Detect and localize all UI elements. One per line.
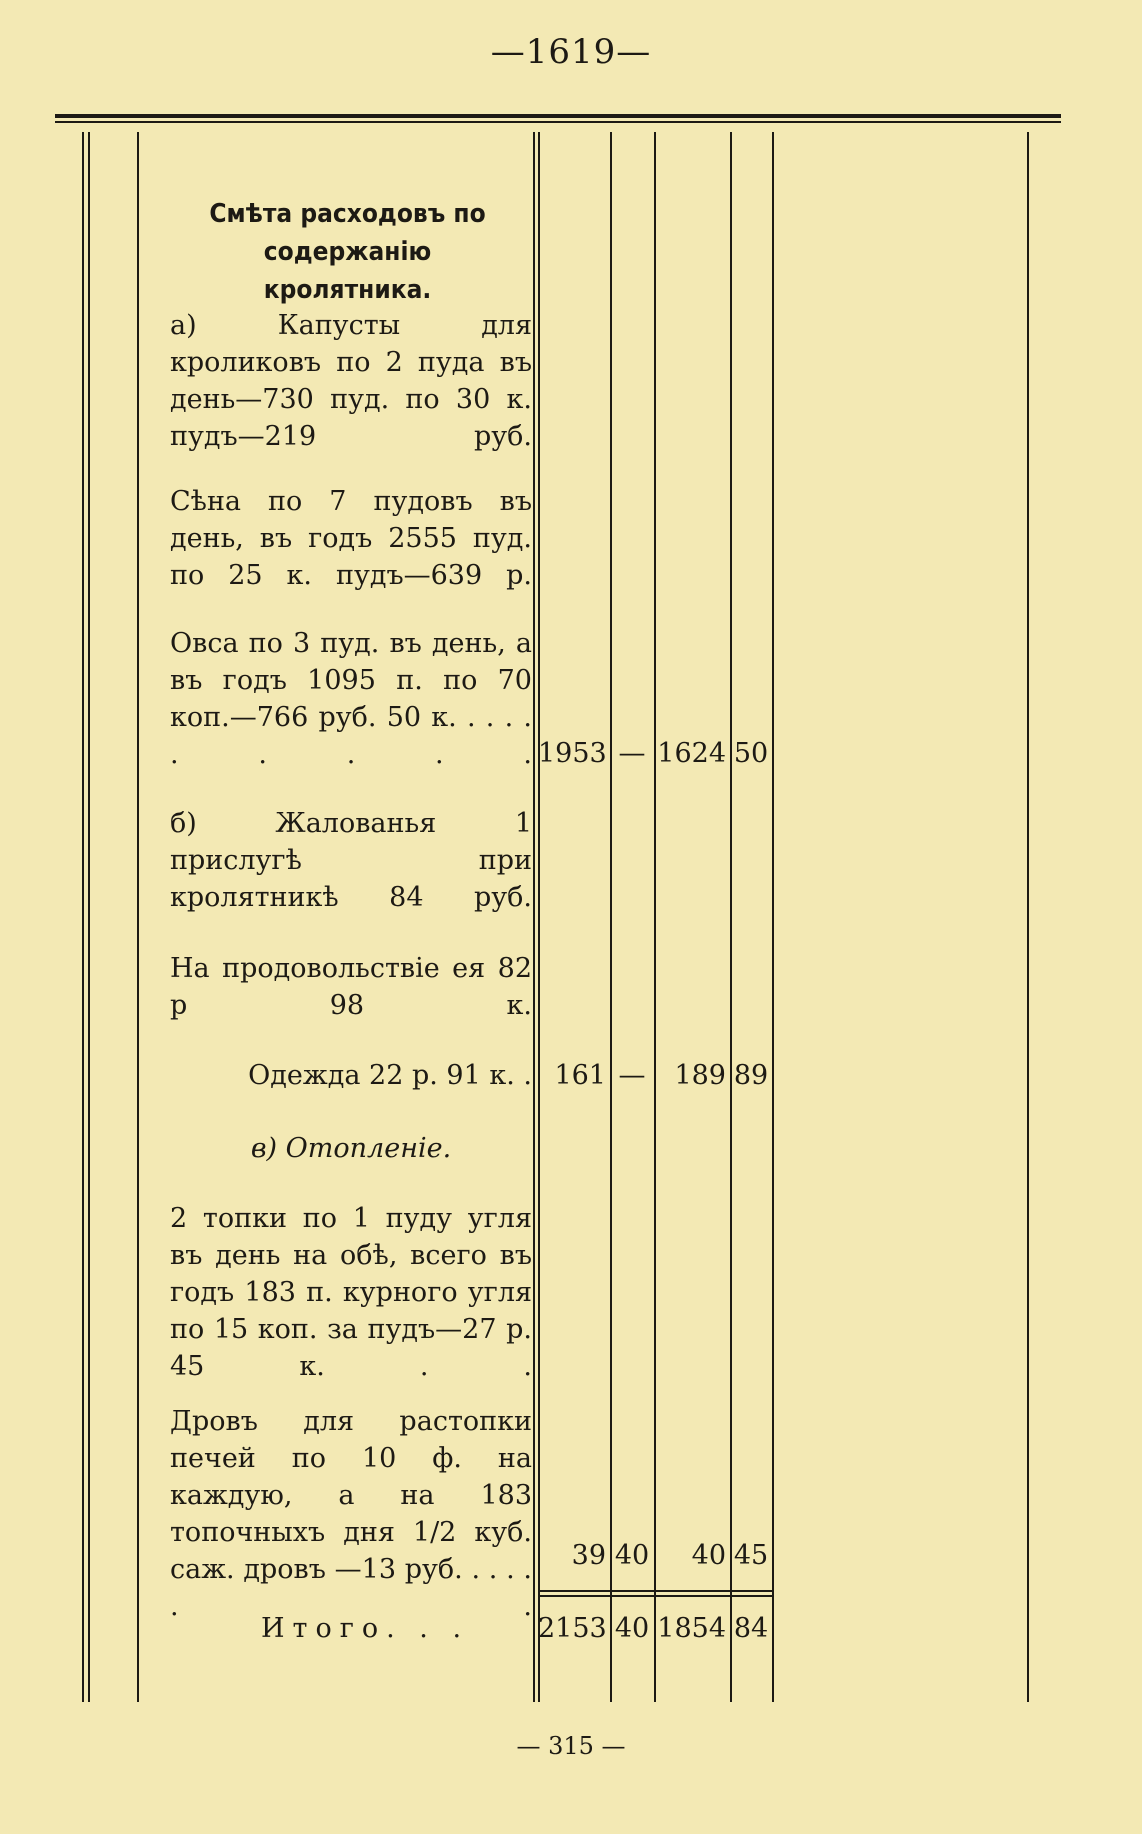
- item-cabbage: а) Капусты для кроликовъ по 2 пуда въ день—730 пуд. по 30 к. пудъ—219 руб.: [170, 310, 532, 452]
- total-rule-top: [538, 1590, 772, 1592]
- amount-v-rub2: 40: [691, 1540, 726, 1571]
- amount-v-kop1: 40: [614, 1540, 650, 1571]
- table-rule-left-inner: [88, 132, 90, 1702]
- total-label: Итого. . .: [260, 1613, 470, 1644]
- heating-heading: в) Отопленіе.: [250, 1133, 452, 1164]
- table-rule-text-right: [533, 132, 535, 1702]
- amount-b-kop2: 89: [733, 1060, 769, 1091]
- table-rule-col1: [610, 132, 612, 1702]
- total-kop2: 84: [733, 1613, 769, 1644]
- item-clothing: Одежда 22 р. 91 к. .: [248, 1060, 532, 1091]
- amount-a-rub2: 1624: [657, 738, 726, 769]
- item-wood: Дровъ для растопки печей по 10 ф. на каждую, а на 183 топочныхъ дня 1/2 куб. саж. дровъ —13 руб. . . . . . .: [170, 1406, 532, 1622]
- total-rub1: 2153: [538, 1613, 607, 1644]
- table-rule-right-outer: [1027, 132, 1029, 1702]
- item-hay: Сѣна по 7 пудовъ въ день, въ годъ 2555 пуд. по 25 к. пудъ—639 р.: [170, 486, 532, 591]
- page-number: —1619—: [490, 32, 652, 72]
- table-rule-left-outer: [82, 132, 84, 1702]
- amount-v-kop2: 45: [733, 1540, 769, 1571]
- amount-a-kop2: 50: [733, 738, 769, 769]
- table-rule-col2: [654, 132, 656, 1702]
- item-coal: 2 топки по 1 пуду угля въ день на обѣ, всего въ годъ 183 п. курного угля по 15 коп. за пудъ—27 р. 45 к. . .: [170, 1203, 532, 1382]
- item-food: На продовольствіе ея 82 р 98 к.: [170, 953, 532, 1021]
- total-kop1: 40: [614, 1613, 650, 1644]
- page-footer: — 315 —: [516, 1732, 626, 1760]
- amount-b-kop1: —: [618, 1060, 646, 1091]
- amount-a-rub1: 1953: [538, 738, 607, 769]
- top-rule: [55, 114, 1061, 118]
- top-rule-thin: [55, 121, 1061, 123]
- amount-a-kop1: —: [618, 738, 646, 769]
- item-wages: б) Жалованья 1 прислугѣ при кролятникѣ 84 руб.: [170, 808, 532, 913]
- table-rule-text-left: [137, 132, 139, 1702]
- estimate-title: Смѣта расходовъ по содержанію кролятника.: [209, 199, 486, 305]
- table-rule-col3: [730, 132, 732, 1702]
- table-rule-col4: [772, 132, 774, 1702]
- total-rule-top-2: [538, 1595, 772, 1597]
- amount-v-rub1: 39: [571, 1540, 606, 1571]
- amount-b-rub1: 161: [554, 1060, 606, 1091]
- table-rule-text-right-2: [538, 132, 540, 1702]
- item-oats: Овса по 3 пуд. въ день, а въ годъ 1095 п. по 70 коп.—766 руб. 50 к. . . . . . . . . .: [170, 628, 532, 770]
- total-rub2: 1854: [657, 1613, 726, 1644]
- amount-b-rub2: 189: [674, 1060, 726, 1091]
